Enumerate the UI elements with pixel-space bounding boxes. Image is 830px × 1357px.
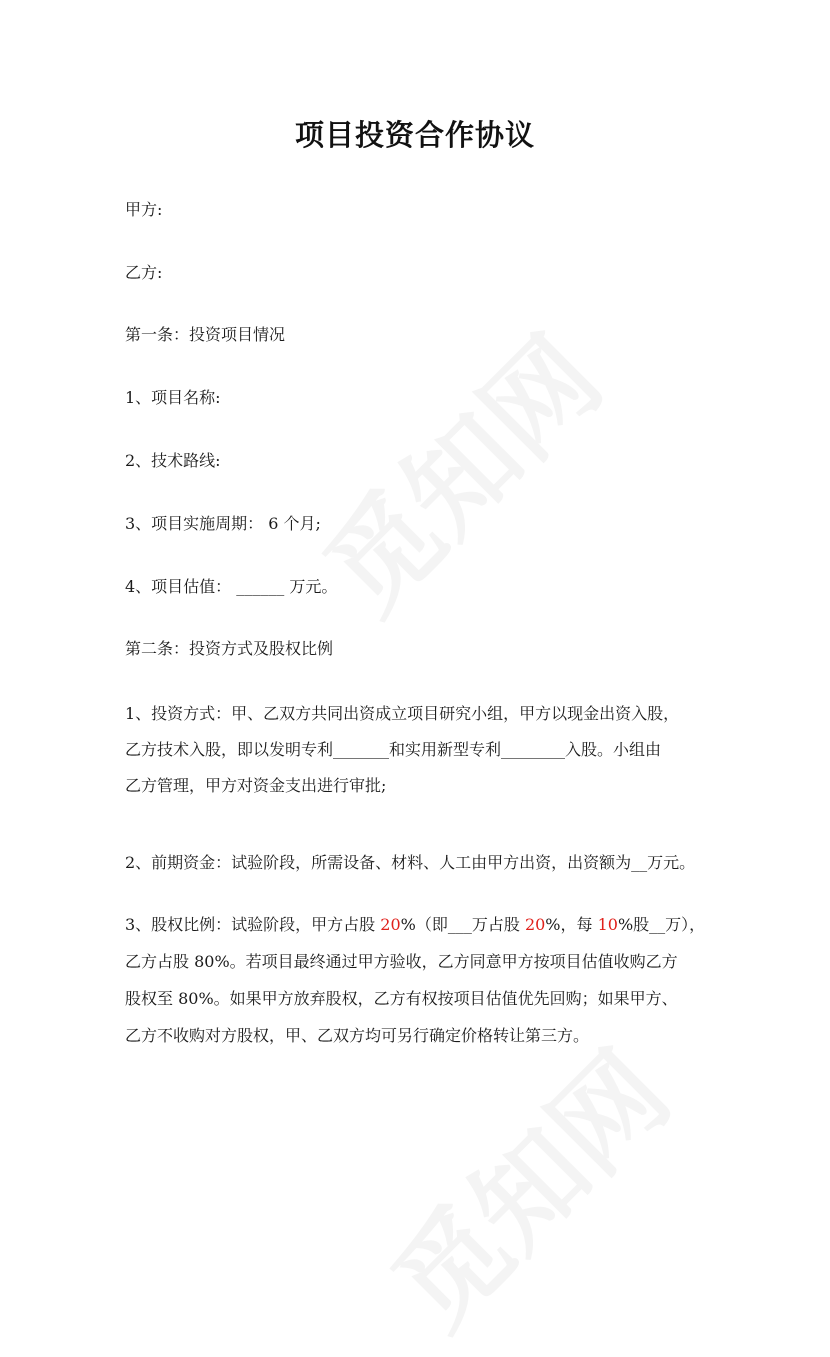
watermark-text-bottom: [352, 1011, 697, 1356]
document-title: 项目投资合作协议: [294, 118, 535, 152]
article1-item-valuation: 4、项目估值： ______ 万元。: [125, 577, 338, 596]
party-a-label: 甲方:: [125, 200, 163, 219]
article1-item-period: 3、项目实施周期： 6 个月;: [125, 514, 321, 533]
article1-item-project-name: 1、项目名称:: [125, 388, 221, 407]
clause1-line: 1、投资方式：甲、乙双方共同出资成立项目研究小组，甲方以现金出资入股，: [125, 704, 680, 723]
article2-heading: 第二条：投资方式及股权比例: [125, 639, 334, 658]
clause3-highlight: 20: [524, 915, 546, 934]
article2-clause3: [125, 914, 715, 1047]
article2-clause1: [125, 703, 715, 797]
clause3-line: 乙方不收购对方股权，甲、乙双方均可另行确定价格转让第三方。: [125, 1026, 590, 1045]
clause3-line: 乙方占股 80%。若项目最终通过甲方验收，乙方同意甲方按项目估值收购乙方: [125, 952, 678, 971]
party-b-label: 乙方:: [125, 263, 163, 282]
clause3-text: %股__万），: [617, 915, 706, 934]
article2-clause2: 2、前期资金：试验阶段，所需设备、材料、人工由甲方出资，出资额为__万元。: [125, 853, 696, 872]
clause3-line: 股权至 80%。如果甲方放弃股权，乙方有权按项目估值优先回购；如果甲方、: [125, 989, 678, 1008]
clause3-text: %（即___万占股: [400, 915, 525, 934]
clause3-text: 3、股权比例：试验阶段，甲方占股: [125, 915, 381, 934]
clause1-line: 乙方技术入股，即以发明专利_______和实用新型专利________入股。小组由: [125, 740, 662, 759]
clause3-highlight: 20: [380, 915, 401, 934]
clause1-line: 乙方管理，甲方对资金支出进行审批;: [125, 776, 387, 795]
clause3-line: [125, 914, 715, 936]
clause3-highlight: 10: [597, 915, 618, 934]
clause3-text: %，每: [545, 915, 598, 934]
article1-item-tech-route: 2、技术路线:: [125, 451, 221, 470]
article1-heading: 第一条：投资项目情况: [125, 325, 286, 344]
